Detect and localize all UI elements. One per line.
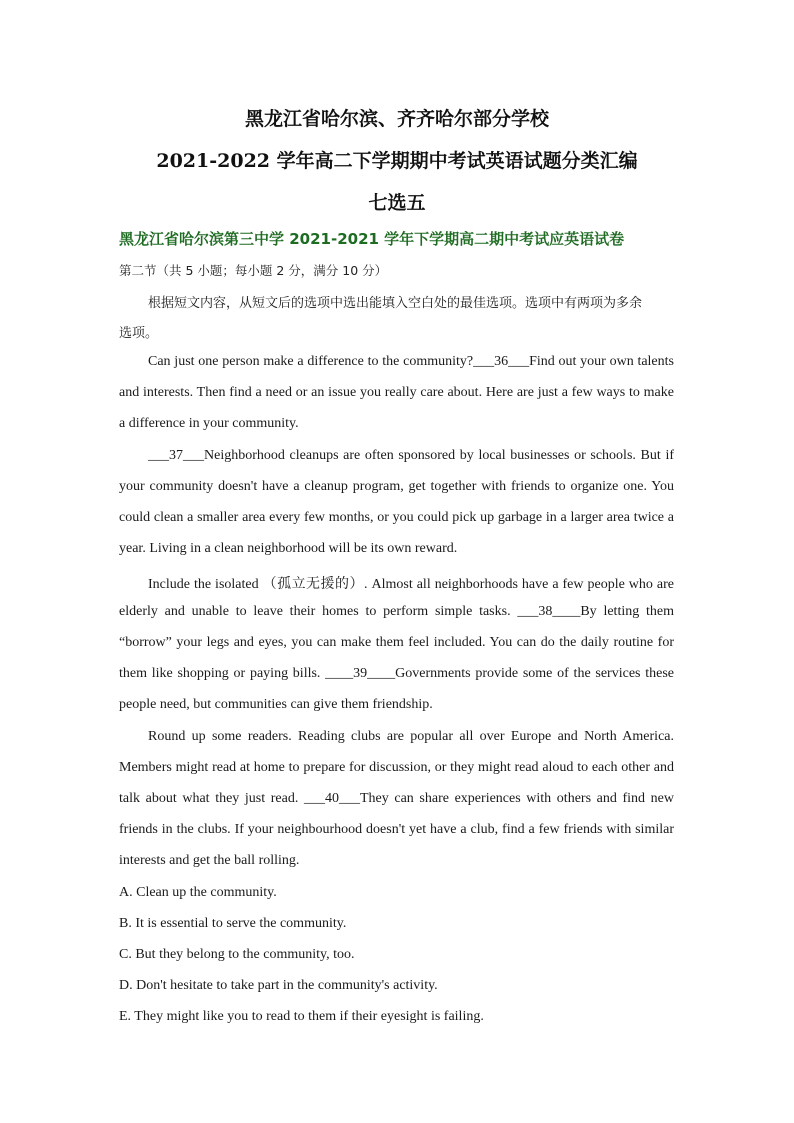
source-heading: 黑龙江省哈尔滨第三中学 2021-2021 学年下学期高二期中考试应英语试卷 (119, 230, 625, 248)
passage-line: “borrow” your legs and eyes, you can make them feel included. You can do the daily routine for (119, 635, 674, 650)
passage-line: Can just one person make a difference to the community?___36___Find out your own talents (148, 354, 674, 369)
section-heading: 第二节（共 5 小题；每小题 2 分，满分 10 分） (119, 263, 388, 278)
option-c: C. But they belong to the community, too. (119, 947, 355, 962)
option-d: D. Don't hesitate to take part in the community's activity. (119, 978, 438, 993)
doc-title-line-1: 黑龙江省哈尔滨、齐齐哈尔部分学校 (244, 108, 549, 130)
passage-line: friends in the clubs. If your neighbourhood doesn't yet have a club, find a few friends with similar (119, 822, 674, 837)
doc-title-line-3: 七选五 (368, 192, 426, 214)
instructions-line: 选项。 (119, 326, 159, 341)
passage-line: talk about what they just read. ___40___They can share experiences with others and find new (119, 791, 674, 806)
passage-line: ___37___Neighborhood cleanups are often sponsored by local businesses or schools. But if (148, 448, 674, 463)
passage-line: interests and get the ball rolling. (119, 853, 300, 868)
passage-line: and interests. Then find a need or an issue you really care about. Here are just a few ways to make (119, 385, 674, 400)
passage-line: a difference in your community. (119, 416, 299, 431)
option-b: B. It is essential to serve the community. (119, 916, 347, 931)
doc-title-line-2: 2021-2022 学年高二下学期期中考试英语试题分类汇编 (156, 150, 638, 172)
passage-line: Members might read at home to prepare for discussion, or they might read aloud to each other and (119, 760, 674, 775)
passage-line: Include the isolated （孤立无援的）. Almost all neighborhoods have a few people who are (148, 577, 674, 592)
passage-line: your community doesn't have a cleanup program, get together with friends to organize one. You (119, 479, 674, 494)
passage-line: people need, but communities can give them friendship. (119, 697, 433, 712)
passage-line: elderly and unable to leave their homes to perform simple tasks. ___38____By letting them (119, 604, 674, 619)
passage-line: them like shopping or paying bills. ____39____Governments provide some of the services these (119, 666, 674, 681)
passage-line: year. Living in a clean neighborhood will be its own reward. (119, 541, 458, 556)
option-a: A. Clean up the community. (119, 885, 277, 900)
passage-line: could clean a smaller area every few months, or you could pick up garbage in a larger area twice a (119, 510, 674, 525)
passage-line: Round up some readers. Reading clubs are popular all over Europe and North America. (148, 729, 674, 744)
option-e: E. They might like you to read to them if their eyesight is failing. (119, 1009, 484, 1024)
instructions-line: 根据短文内容，从短文后的选项中选出能填入空白处的最佳选项。选项中有两项为多余 (148, 296, 643, 311)
